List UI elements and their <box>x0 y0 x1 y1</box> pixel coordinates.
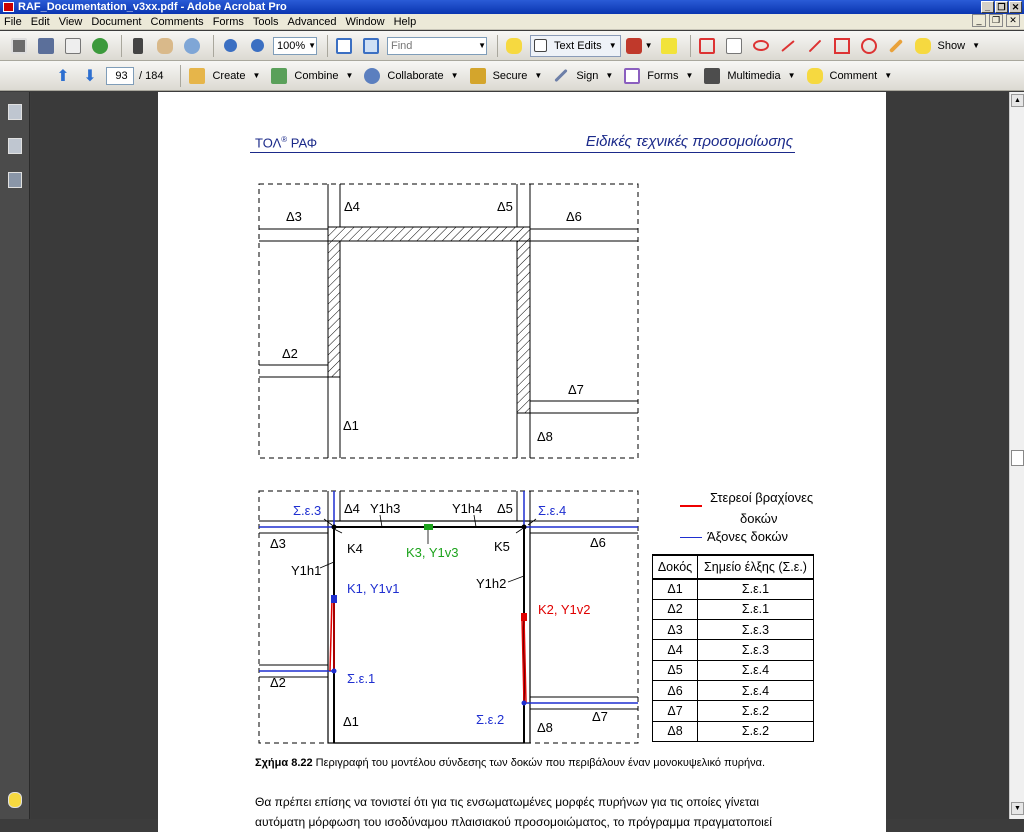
floppy-icon <box>38 38 54 54</box>
fig2-label-k3: K3, Y1v3 <box>406 545 459 560</box>
zoom-in-button[interactable] <box>246 35 268 57</box>
fig2-label-k5: K5 <box>494 539 510 554</box>
chevron-down-icon: ▼ <box>884 71 893 80</box>
page-count: / 184 <box>139 69 164 82</box>
fig2-label-d8: Δ8 <box>537 720 553 735</box>
table-row <box>653 599 814 619</box>
pen-icon <box>555 69 568 82</box>
table-cell: Δ1 <box>653 579 698 599</box>
comment-bubble-icon <box>807 68 823 84</box>
minimize-button[interactable]: _ <box>981 1 994 13</box>
registered-mark: ® <box>281 135 288 144</box>
upload-arrow-icon <box>92 38 108 54</box>
next-page-button[interactable] <box>79 65 101 87</box>
fig2-label-k2: K2, Y1v2 <box>538 602 591 617</box>
fig1-label-d2: Δ2 <box>282 346 298 361</box>
comment-button[interactable] <box>804 65 896 87</box>
fig2-dashed-border <box>259 491 638 743</box>
fig2-label-y1h3: Y1h3 <box>370 501 401 516</box>
fig2-label-k4: K4 <box>347 541 363 556</box>
hand-tool-button[interactable] <box>154 35 176 57</box>
combine-button[interactable] <box>268 65 356 87</box>
restore-button[interactable]: ❐ <box>995 1 1008 13</box>
figure-caption-number: Σχήμα 8.22 <box>255 757 313 769</box>
secure-button[interactable] <box>467 65 546 87</box>
sign-button[interactable] <box>550 65 616 87</box>
table-cell: Σ.ε.1 <box>698 599 814 619</box>
page-number-input[interactable] <box>106 67 134 85</box>
menu-comments[interactable]: Comments <box>150 15 204 28</box>
table-cell: Δ5 <box>653 660 698 680</box>
chevron-down-icon: ▼ <box>605 71 614 80</box>
document-viewport[interactable] <box>31 92 1009 829</box>
fig1-label-d4: Δ4 <box>344 199 360 214</box>
scrollbar-thumb[interactable] <box>1011 450 1024 466</box>
signatures-panel-icon[interactable] <box>8 172 22 188</box>
text-edit-icon <box>534 39 547 52</box>
highlight-button[interactable] <box>658 35 680 57</box>
paragraph-line: αυτόματη μόρφωση του ισοδύναμου πλαισιακού προσομοιώματος, το πρόγραμμα πραγματοποιεί <box>255 815 772 829</box>
fig2-label-d6: Δ6 <box>590 535 606 550</box>
table-row <box>653 701 814 721</box>
text-edits-button[interactable] <box>530 35 621 57</box>
table-header: Δοκός <box>653 555 698 579</box>
textbox-icon <box>726 38 742 54</box>
menu-document[interactable]: Document <box>91 15 142 28</box>
select-tool-button[interactable] <box>127 35 149 57</box>
create-label: Create <box>212 69 246 82</box>
fig1-label-d5: Δ5 <box>497 199 513 214</box>
fig2-label-d5: Δ5 <box>497 501 513 516</box>
table-cell: Δ8 <box>653 721 698 741</box>
core-wall-top <box>328 227 530 241</box>
chevron-down-icon: ▼ <box>478 41 486 50</box>
running-header-right: Ειδικές τεχνικές προσομοίωσης <box>585 133 793 150</box>
chevron-down-icon: ▼ <box>534 71 543 80</box>
main-toolbar <box>0 31 1024 61</box>
table-row <box>653 620 814 640</box>
forms-button[interactable] <box>621 65 696 87</box>
find-input[interactable] <box>387 37 487 55</box>
printer-icon <box>11 38 27 54</box>
fig1-label-d7: Δ7 <box>568 382 584 397</box>
hand-icon <box>157 38 173 54</box>
core-wall-right <box>517 241 530 413</box>
fig2-label-d1: Δ1 <box>343 714 359 729</box>
save-button[interactable] <box>35 35 57 57</box>
arrow-up-icon: ⬆ <box>56 67 70 85</box>
chevron-down-icon: ▼ <box>345 71 354 80</box>
highlighter-icon <box>661 38 677 54</box>
window-title-bar <box>0 0 1024 14</box>
legend-rigid-arm-line2: δοκών <box>740 511 778 526</box>
table-row <box>653 721 814 741</box>
fig1-dashed-border <box>259 184 638 458</box>
table-cell: Σ.ε.2 <box>698 701 814 721</box>
core-wall-left <box>328 241 340 377</box>
stamp-icon <box>626 38 642 54</box>
table-cell: Δ4 <box>653 640 698 660</box>
toolbar-separator <box>497 35 498 57</box>
previous-page-button[interactable] <box>52 65 74 87</box>
bookmarks-panel-icon[interactable] <box>8 138 22 154</box>
doc-restore-button[interactable]: ❐ <box>989 14 1003 27</box>
chevron-down-icon: ▼ <box>308 41 317 50</box>
multimedia-label: Multimedia <box>727 69 781 82</box>
scroll-up-button[interactable]: ▲ <box>1011 94 1024 107</box>
envelope-icon <box>65 38 81 54</box>
beam-attraction-table <box>652 554 814 742</box>
line-icon <box>808 39 821 52</box>
beam-axes <box>259 491 638 743</box>
legend-rigid-arm-line1: Στερεοί βραχίονες <box>710 490 814 505</box>
table-cell: Σ.ε.3 <box>698 620 814 640</box>
callout-icon <box>699 38 715 54</box>
header-raf: ΡΑΦ <box>287 135 318 151</box>
cloud-button[interactable] <box>750 35 772 57</box>
menu-advanced[interactable]: Advanced <box>287 15 337 28</box>
header-tol: ΤΟΛ <box>255 135 282 151</box>
combine-label: Combine <box>294 69 339 82</box>
plus-circle-icon <box>251 39 264 52</box>
fit-width-icon <box>363 38 379 54</box>
arrow-icon <box>781 40 795 52</box>
close-button[interactable]: ✕ <box>1009 1 1022 13</box>
speech-bubble-icon <box>506 38 522 54</box>
body-paragraph <box>255 792 815 832</box>
table-cell: Σ.ε.2 <box>698 721 814 741</box>
chevron-down-icon: ▼ <box>685 71 694 80</box>
legend-rigid-arm-swatch <box>680 505 702 507</box>
collaborate-label: Collaborate <box>387 69 444 82</box>
show-menu-button[interactable] <box>912 35 983 57</box>
secure-label: Secure <box>492 69 528 82</box>
navigation-panel <box>0 92 30 819</box>
text-edits-label: Text Edits <box>554 39 602 52</box>
chevron-down-icon: ▼ <box>450 71 459 80</box>
menu-forms[interactable]: Forms <box>212 15 244 28</box>
fig2-label-d3: Δ3 <box>270 536 286 551</box>
toolbar-separator <box>213 35 214 57</box>
fig2-label-se4: Σ.ε.4 <box>538 503 567 518</box>
table-cell: Σ.ε.4 <box>698 660 814 680</box>
combine-icon <box>271 68 287 84</box>
vertical-scrollbar[interactable] <box>1009 92 1024 819</box>
speech-bubble-icon <box>915 38 931 54</box>
email-button[interactable] <box>62 35 84 57</box>
table-header: Σημείο έλξης (Σ.ε.) <box>698 555 814 579</box>
paragraph-line: Θα πρέπει επίσης να τονιστεί ότι για τις ενσωματωμένες μορφές πυρήνων για τις οποίες γίνεται <box>255 795 759 809</box>
fig1-label-d6: Δ6 <box>566 209 582 224</box>
menu-file[interactable]: File <box>4 15 22 28</box>
oval-button[interactable] <box>858 35 880 57</box>
fig2-label-d2: Δ2 <box>270 675 286 690</box>
upload-button[interactable] <box>89 35 111 57</box>
doc-close-button[interactable]: ✕ <box>1006 14 1020 27</box>
oval-icon <box>861 38 877 54</box>
table-cell: Δ2 <box>653 599 698 619</box>
pdf-page <box>158 92 886 832</box>
fit-page-button[interactable] <box>333 35 355 57</box>
fig2-label-k1: K1, Y1v1 <box>347 581 400 596</box>
sign-label: Sign <box>576 69 599 82</box>
callout-button[interactable] <box>696 35 718 57</box>
fig2-label-d4: Δ4 <box>344 501 360 516</box>
show-label: Show <box>937 39 966 52</box>
toolbar-separator <box>180 65 181 87</box>
figure-caption-text: Περιγραφή του μοντέλου σύνδεσης των δοκών που περιβάλουν έναν μονοκυψελικό πυρήνα. <box>312 757 765 769</box>
fig2-label-se3: Σ.ε.3 <box>293 503 322 518</box>
zoom-level-value: 100% <box>277 39 306 52</box>
fig2-label-se2: Σ.ε.2 <box>476 712 505 727</box>
fig2-label-se1: Σ.ε.1 <box>347 671 376 686</box>
zoom-tool-button[interactable] <box>181 35 203 57</box>
fig1-label-d8: Δ8 <box>537 429 553 444</box>
pages-panel-icon[interactable] <box>8 104 22 120</box>
toolbar-separator <box>690 35 691 57</box>
chevron-down-icon: ▼ <box>787 71 796 80</box>
figure-caption <box>255 757 765 769</box>
cloud-icon <box>753 40 769 51</box>
legend-axis-label: Άξονες δοκών <box>707 529 789 544</box>
line-button[interactable] <box>804 35 826 57</box>
zoom-out-button[interactable] <box>219 35 241 57</box>
rectangle-icon <box>834 38 850 54</box>
collaborate-icon <box>364 68 380 84</box>
fig2-label-y1h4: Y1h4 <box>452 501 483 516</box>
table-row <box>653 680 814 700</box>
table-row <box>653 660 814 680</box>
menu-bar <box>0 14 1024 30</box>
create-button[interactable] <box>186 65 263 87</box>
legend-axis-swatch <box>680 537 702 538</box>
zoom-level-select[interactable] <box>273 37 317 55</box>
scroll-down-button[interactable]: ▼ <box>1011 802 1024 815</box>
rigid-arms <box>330 599 526 703</box>
table-cell: Σ.ε.4 <box>698 680 814 700</box>
multimedia-button[interactable] <box>701 65 798 87</box>
find-placeholder: Find <box>391 39 413 52</box>
doc-minimize-button[interactable]: _ <box>972 14 986 27</box>
table-cell: Δ7 <box>653 701 698 721</box>
rectangle-button[interactable] <box>831 35 853 57</box>
table-row <box>653 579 814 599</box>
sticky-note-button[interactable] <box>503 35 525 57</box>
arrow-button[interactable] <box>777 35 799 57</box>
tasks-toolbar <box>0 61 1024 91</box>
table-cell: Σ.ε.3 <box>698 640 814 660</box>
textbox-button[interactable] <box>723 35 745 57</box>
page-number-value: 93 <box>115 69 128 82</box>
comment-label: Comment <box>829 69 878 82</box>
chevron-down-icon: ▼ <box>252 71 261 80</box>
lock-icon <box>470 68 486 84</box>
arrow-down-icon: ⬇ <box>83 67 97 85</box>
fit-page-icon <box>336 38 352 54</box>
table-cell: Σ.ε.1 <box>698 579 814 599</box>
pencil-icon <box>888 38 902 52</box>
fig2-beams <box>259 491 638 709</box>
chevron-down-icon: ▼ <box>644 41 653 50</box>
cursor-icon <box>133 38 143 54</box>
table-cell: Δ3 <box>653 620 698 640</box>
menu-help[interactable]: Help <box>393 15 417 28</box>
table-cell: Δ6 <box>653 680 698 700</box>
fig1-label-d3: Δ3 <box>286 209 302 224</box>
fig1-label-d1: Δ1 <box>343 418 359 433</box>
fig2-label-d7: Δ7 <box>592 709 608 724</box>
acrobat-app-icon <box>3 2 14 12</box>
stamp-button[interactable] <box>626 35 653 57</box>
fig2-label-y1h2: Y1h2 <box>476 576 507 591</box>
fit-width-button[interactable] <box>360 35 382 57</box>
forms-label: Forms <box>647 69 679 82</box>
toolbar-separator <box>327 35 328 57</box>
menu-view[interactable]: View <box>58 15 83 28</box>
pencil-button[interactable] <box>885 35 907 57</box>
create-icon <box>189 68 205 84</box>
chevron-down-icon: ▼ <box>972 41 980 50</box>
comments-panel-icon[interactable] <box>8 792 22 808</box>
toolbar-separator <box>121 35 122 57</box>
window-title: RAF_Documentation_v3xx.pdf - Adobe Acrobat Pro <box>18 1 287 13</box>
film-icon <box>704 68 720 84</box>
form-icon <box>624 68 640 84</box>
menu-edit[interactable]: Edit <box>30 15 50 28</box>
chevron-down-icon: ▼ <box>608 41 617 50</box>
table-row <box>653 640 814 660</box>
print-button[interactable] <box>8 35 30 57</box>
fig2-label-y1h1: Y1h1 <box>291 563 322 578</box>
magnifier-icon <box>184 38 200 54</box>
menu-tools[interactable]: Tools <box>252 15 279 28</box>
minus-circle-icon <box>224 39 237 52</box>
menu-window[interactable]: Window <box>345 15 385 28</box>
fig1-beams <box>259 184 638 458</box>
collaborate-button[interactable] <box>361 65 461 87</box>
